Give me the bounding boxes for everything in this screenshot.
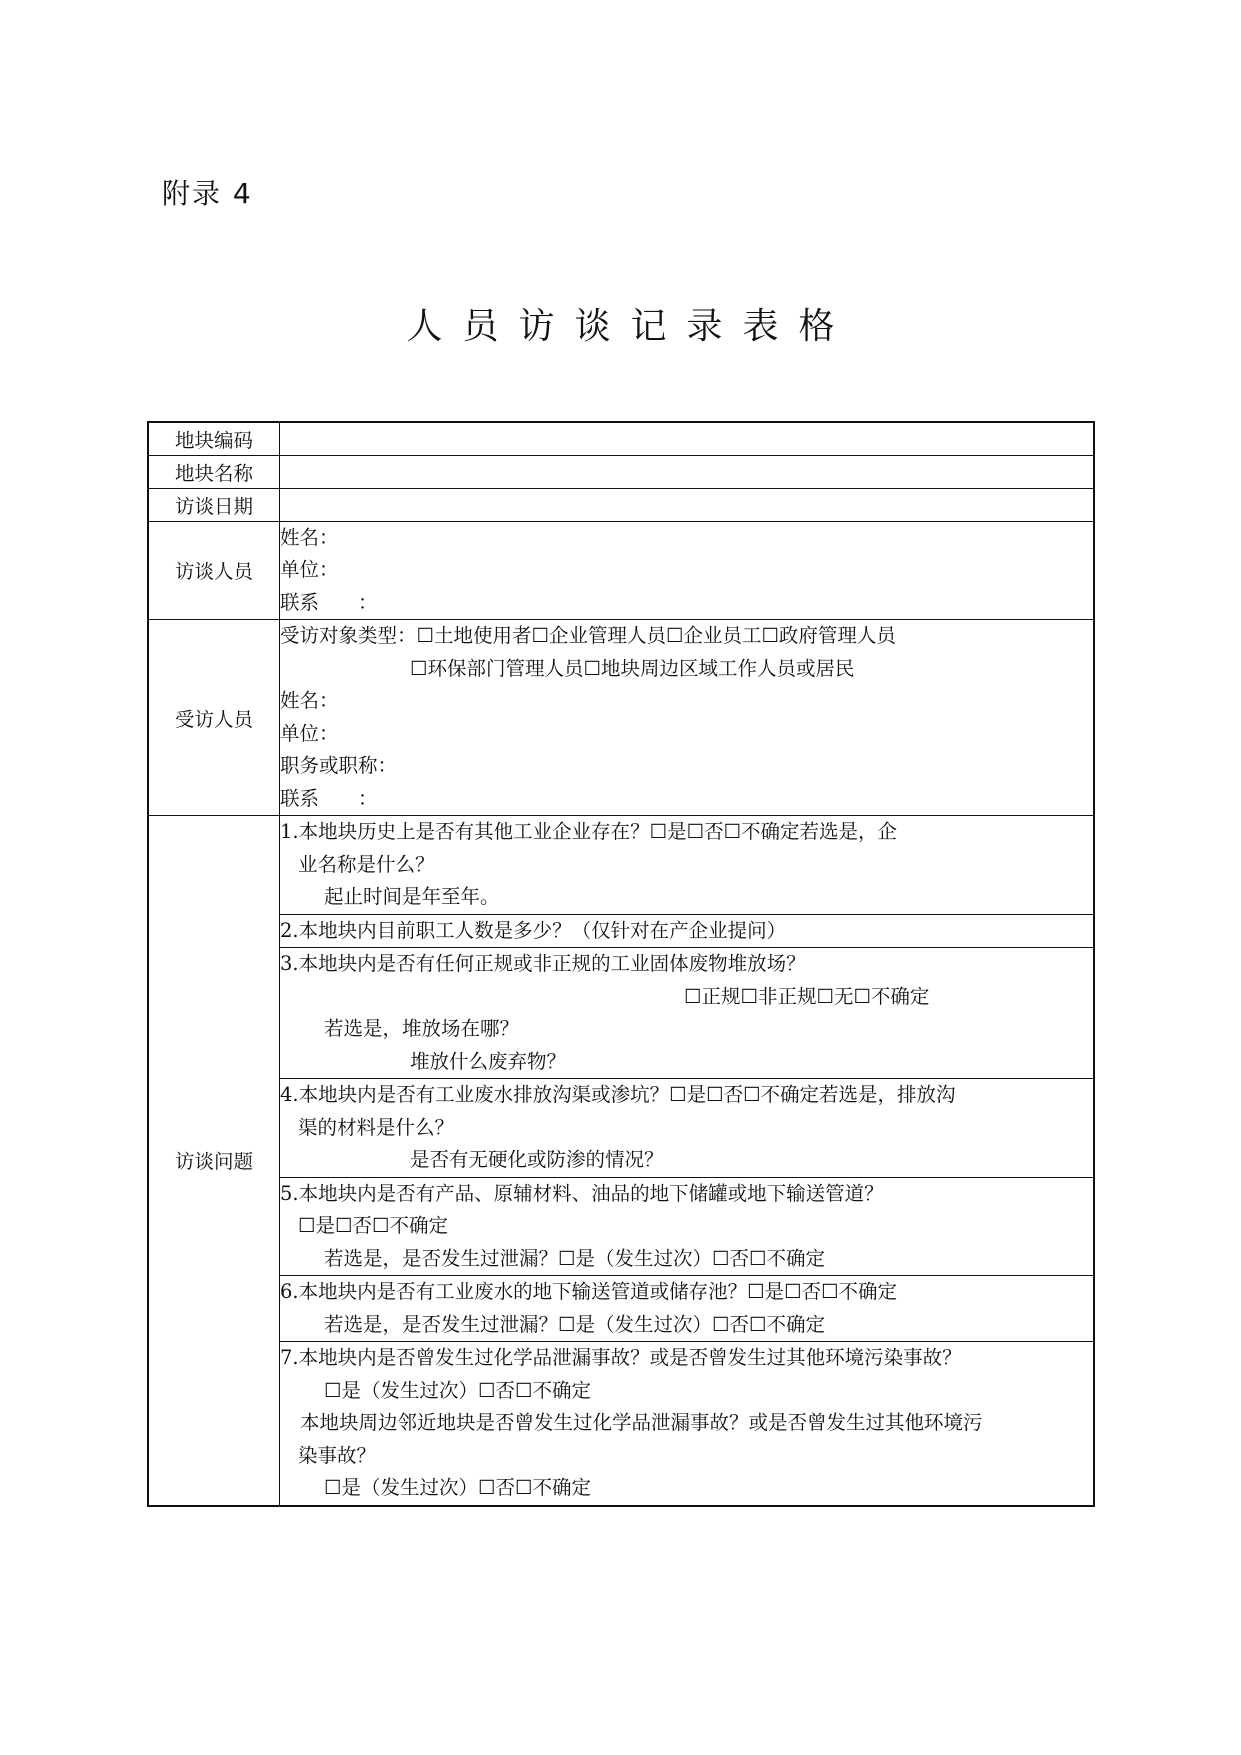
question-7-line-4: 染事故？ <box>298 1443 377 1467</box>
interview-date-label: 访谈日期 <box>148 488 280 521</box>
table-row-interviewee <box>148 620 1094 816</box>
table-row-plot-code <box>148 422 1094 455</box>
question-4-line-2: 渠的材料是什么？ <box>298 1115 455 1139</box>
plot-code-label: 地块编码 <box>148 422 280 455</box>
table-row-plot-name <box>148 455 1094 488</box>
question-1-line-1: 1.本地块历史上是否有其他工业企业存在？☐是☐否☐不确定若选是，企 <box>280 820 898 843</box>
table-row-interview-date <box>148 488 1094 521</box>
appendix-label: 附录 4 <box>162 177 253 210</box>
question-7-line-1: 7.本地块内是否曾发生过化学品泄漏事故？或是否曾发生过其他环境污染事故？ <box>280 1346 962 1369</box>
question-3-line-2: ☐正规☐非正规☐无☐不确定 <box>684 984 930 1008</box>
question-7-line-3: 本地块周边邻近地块是否曾发生过化学品泄漏事故？或是否曾发生过其他环境污 <box>300 1411 983 1434</box>
question-3-line-1: 3.本地块内是否有任何正规或非正规的工业固体废物堆放场？ <box>280 952 806 975</box>
interviewer-label: 访谈人员 <box>148 521 280 620</box>
question-6[interactable] <box>280 1276 1095 1342</box>
interviewee-type-line2: ☐环保部门管理人员☐地块周边区域工作人员或居民 <box>410 656 855 680</box>
question-1[interactable] <box>280 816 1095 915</box>
question-5-line-1: 5.本地块内是否有产品、原辅材料、油品的地下储罐或地下输送管道？ <box>280 1181 884 1205</box>
question-3-line-3: 若选是，堆放场在哪？ <box>324 1017 520 1040</box>
table-row-interviewer <box>148 521 1094 620</box>
interviewee-field[interactable] <box>280 620 1095 816</box>
table-row-question-7 <box>148 1342 1094 1506</box>
question-6-line-2: 若选是，是否发生过泄漏？☐是（发生过次）☐否☐不确定 <box>324 1312 825 1336</box>
table-row-question-6 <box>148 1276 1094 1342</box>
interviewer-field[interactable] <box>280 521 1095 620</box>
question-5[interactable] <box>280 1177 1095 1276</box>
plot-code-field[interactable] <box>280 422 1095 455</box>
question-3-line-4: 堆放什么废弃物？ <box>410 1049 567 1073</box>
table-row-question-5 <box>148 1177 1094 1276</box>
question-7[interactable] <box>280 1342 1095 1506</box>
question-4[interactable] <box>280 1079 1095 1178</box>
interview-date-field[interactable] <box>280 488 1095 521</box>
question-3[interactable] <box>280 948 1095 1079</box>
plot-name-label: 地块名称 <box>148 455 280 488</box>
interviewee-type-line1: 受访对象类型：☐土地使用者☐企业管理人员☐企业员工☐政府管理人员 <box>280 624 896 647</box>
question-1-line-3: 起止时间是年至年。 <box>324 885 500 908</box>
table-row-question-2 <box>148 914 1094 948</box>
question-2-line-1: 2.本地块内目前职工人数是多少？（仅针对在产企业提问） <box>280 918 787 942</box>
table-row-question-3 <box>148 948 1094 1079</box>
interviewee-unit: 单位： <box>280 721 339 745</box>
question-5-line-2: ☐是☐否☐不确定 <box>298 1214 448 1237</box>
question-5-line-3: 若选是，是否发生过泄漏？☐是（发生过次）☐否☐不确定 <box>324 1246 825 1270</box>
question-6-line-1: 6.本地块内是否有工业废水的地下输送管道或储存池？☐是☐否☐不确定 <box>280 1280 898 1303</box>
questions-label: 访谈问题 <box>148 816 280 1506</box>
interviewee-label: 受访人员 <box>148 620 280 816</box>
question-1-line-2: 业名称是什么？ <box>298 852 435 876</box>
question-2[interactable] <box>280 914 1095 948</box>
question-4-line-3: 是否有无硬化或防渗的情况？ <box>410 1148 664 1171</box>
document-title: 人员访谈记录表格 <box>406 306 855 347</box>
question-7-line-2: ☐是（发生过次）☐否☐不确定 <box>324 1378 591 1402</box>
interviewer-contact: 联系 ： <box>280 590 378 614</box>
interviewee-title: 职务或职称： <box>280 754 398 777</box>
table-row-question-4 <box>148 1079 1094 1178</box>
question-4-line-1: 4.本地块内是否有工业废水排放沟渠或渗坑？☐是☐否☐不确定若选是，排放沟 <box>280 1083 956 1106</box>
interview-record-table <box>147 421 1095 1507</box>
interviewer-name: 姓名： <box>280 525 339 549</box>
table-row-question-1 <box>148 816 1094 915</box>
interviewer-unit: 单位： <box>280 558 339 581</box>
interviewee-contact: 联系 ： <box>280 786 378 810</box>
interviewee-name: 姓名： <box>280 689 339 712</box>
question-7-line-5: ☐是（发生过次）☐否☐不确定 <box>324 1476 591 1499</box>
plot-name-field[interactable] <box>280 455 1095 488</box>
